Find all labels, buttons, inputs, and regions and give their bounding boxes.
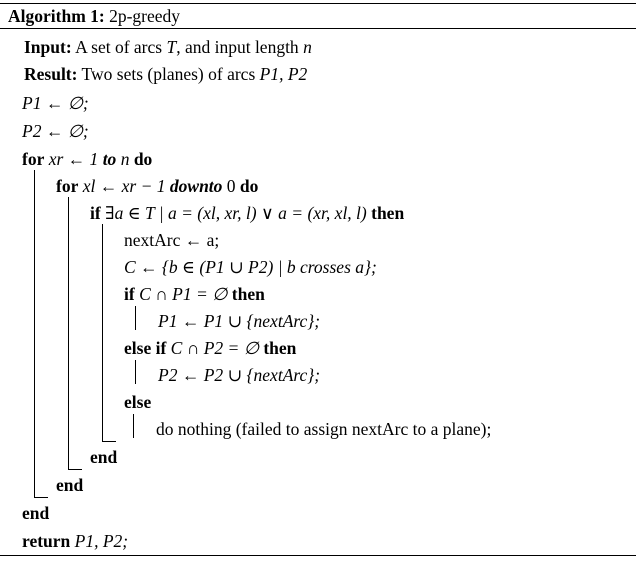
result-line xyxy=(24,64,307,84)
if-exists-line xyxy=(90,203,404,223)
input-keyword: Input: xyxy=(24,37,72,57)
return-values: P1, P2; xyxy=(74,531,129,551)
bottom-rule xyxy=(0,555,636,556)
kw-then-p1: then xyxy=(231,284,265,304)
for-inner-var: xl ← xr − 1 xyxy=(82,176,166,196)
elseif-p2-condition: C ∩ P2 = ∅ xyxy=(170,338,259,358)
if-p1-line xyxy=(124,284,265,304)
input-var-t: T xyxy=(166,37,177,57)
block-bar-if-exists xyxy=(102,224,103,442)
init-p1-text: P1 ← ∅; xyxy=(22,93,89,113)
c-set-line xyxy=(124,257,377,277)
kw-do-inner: do xyxy=(239,176,259,196)
assign-p1-text: P1 ← P1 ∪ {nextArc}; xyxy=(158,311,321,331)
kw-then-exists: then xyxy=(371,203,405,223)
block-tick-if-exists xyxy=(102,441,116,442)
kw-if-exists: if xyxy=(90,203,101,223)
end-outer-line xyxy=(22,503,49,523)
for-outer-var: xr ← 1 xyxy=(48,149,99,169)
result-vars: P1, P2 xyxy=(259,64,308,84)
kw-for-outer: for xyxy=(22,149,45,169)
kw-end-outer: end xyxy=(22,503,50,523)
kw-elseif: else if xyxy=(124,338,167,358)
end-inner-line xyxy=(56,475,83,495)
c-set-text: C ← {b ∈ (P1 ∪ P2) | b crosses a}; xyxy=(124,257,377,277)
kw-do-outer: do xyxy=(133,149,153,169)
kw-to: to xyxy=(102,149,117,169)
algorithm-caption xyxy=(8,6,180,26)
assign-p1-line xyxy=(158,311,320,331)
for-outer-line xyxy=(22,149,152,169)
result-text: Two sets (planes) of arcs xyxy=(81,64,260,84)
block-bar-if-p1 xyxy=(135,306,136,330)
init-p2-line xyxy=(22,121,89,141)
elseif-p2-line xyxy=(124,338,296,358)
block-tick-inner-for xyxy=(68,469,82,470)
else-line xyxy=(124,392,151,412)
kw-end-inner: end xyxy=(56,475,84,495)
if-p1-condition: C ∩ P1 = ∅ xyxy=(139,284,228,304)
assign-p2-line xyxy=(158,365,320,385)
if-exists-condition: ∃a ∈ T | a = (xl, xr, l) ∨ a = (xr, xl, l) xyxy=(105,203,367,223)
init-p2-text: P2 ← ∅; xyxy=(22,121,89,141)
kw-else: else xyxy=(124,392,152,412)
assign-p2-text: P2 ← P2 ∪ {nextArc}; xyxy=(158,365,321,385)
kw-for-inner: for xyxy=(56,176,79,196)
do-nothing-text: do nothing (failed to assign nextArc to a plane); xyxy=(156,419,492,439)
algorithm-label: Algorithm 1: xyxy=(8,6,105,26)
algorithm-name: 2p-greedy xyxy=(109,6,181,26)
result-keyword: Result: xyxy=(24,64,78,84)
header-rule xyxy=(0,28,636,29)
block-bar-else xyxy=(133,414,134,438)
input-text-mid: , and input length xyxy=(176,37,304,57)
block-tick-outer-for xyxy=(34,497,48,498)
kw-if-p1: if xyxy=(124,284,135,304)
return-line xyxy=(22,531,128,551)
next-arc-line xyxy=(124,230,219,250)
input-line xyxy=(24,37,312,57)
kw-end-if-exists: end xyxy=(90,447,118,467)
init-p1-line xyxy=(22,93,89,113)
input-var-n: n xyxy=(303,37,312,57)
top-rule xyxy=(0,3,636,4)
end-if-exists-line xyxy=(90,447,117,467)
kw-then-p2: then xyxy=(263,338,297,358)
for-outer-limit: n xyxy=(120,149,130,169)
next-arc-text: nextArc ← a; xyxy=(124,230,220,250)
block-bar-outer-for xyxy=(34,170,35,498)
block-bar-inner-for xyxy=(68,197,69,470)
input-text: A set of arcs xyxy=(75,37,167,57)
block-bar-elseif-p2 xyxy=(135,360,136,384)
kw-downto: downto xyxy=(169,176,223,196)
for-inner-line xyxy=(56,176,258,196)
kw-return: return xyxy=(22,531,71,551)
for-inner-limit: 0 xyxy=(226,176,236,196)
do-nothing-line xyxy=(156,419,491,439)
